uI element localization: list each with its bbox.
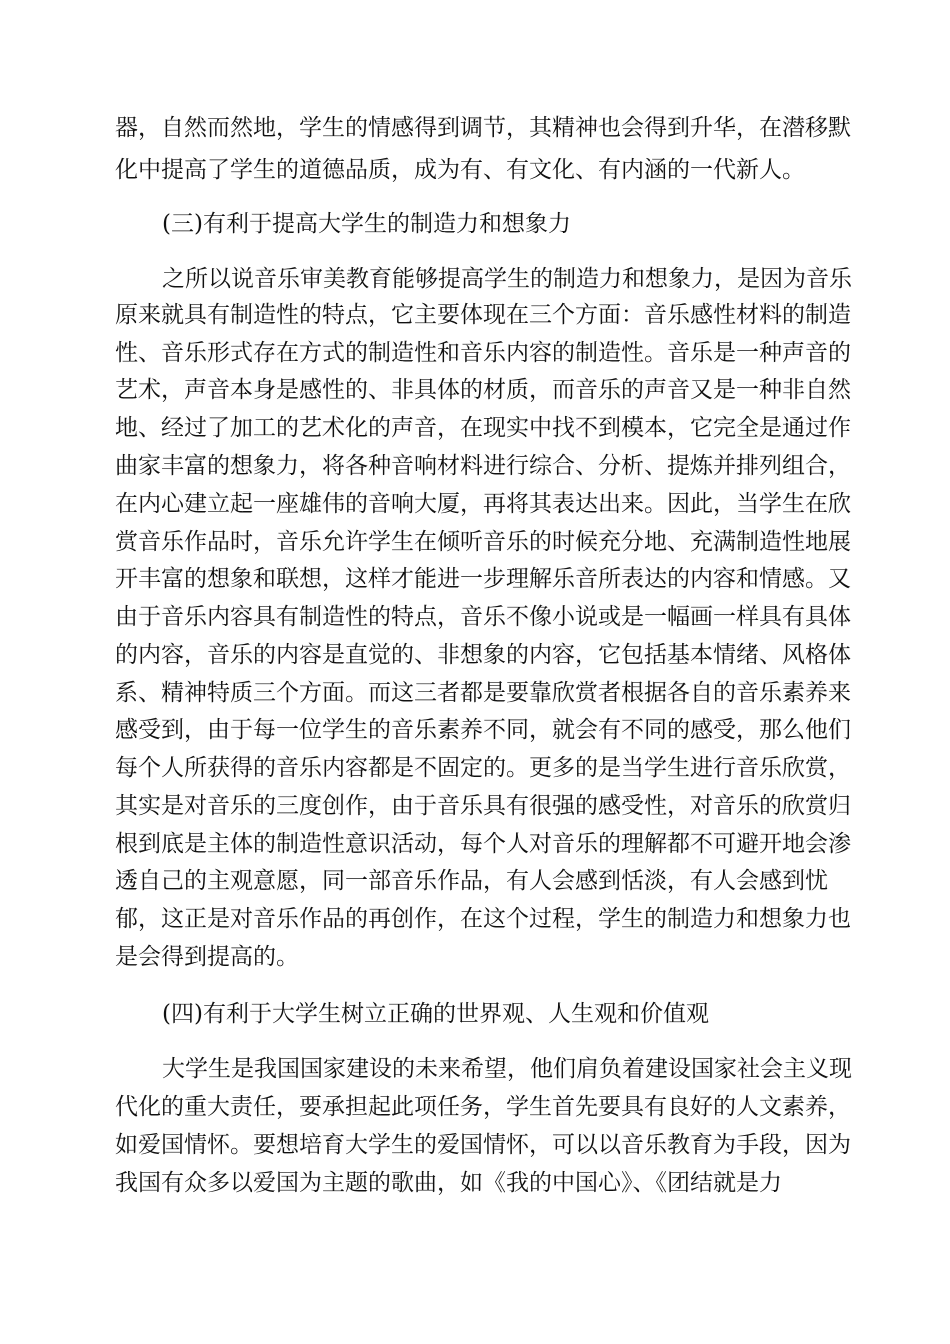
paragraph-line: 由于音乐内容具有制造性的特点，音乐不像小说或是一幅画一样具有具体	[115, 604, 851, 630]
section-heading: (三)有利于提高大学生的制造力和想象力	[162, 211, 571, 237]
paragraph-line: 郁，这正是对音乐作品的再创作，在这个过程，学生的制造力和想象力也	[115, 906, 851, 932]
paragraph-line: 地、经过了加工的艺术化的声音，在现实中找不到模本，它完全是通过作	[115, 415, 851, 441]
paragraph-line: 透自己的主观意愿，同一部音乐作品，有人会感到恬淡，有人会感到忧	[115, 868, 828, 894]
paragraph-line: 器，自然而然地，学生的情感得到调节，其精神也会得到升华，在潜移默	[115, 115, 851, 141]
paragraph-line: 性、音乐形式存在方式的制造性和音乐内容的制造性。音乐是一种声音的	[115, 340, 851, 366]
paragraph-line: 大学生是我国国家建设的未来希望，他们肩负着建设国家社会主义现	[162, 1056, 852, 1082]
paragraph-line: 系、精神特质三个方面。而这三者都是要靠欣赏者根据各自的音乐素养来	[115, 680, 851, 706]
paragraph-line: 在内心建立起一座雄伟的音响大厦，再将其表达出来。因此，当学生在欣	[115, 491, 851, 517]
paragraph-line: 化中提高了学生的道德品质，成为有、有文化、有内涵的一代新人。	[115, 157, 805, 183]
paragraph-line: 代化的重大责任，要承担起此项任务，学生首先要具有良好的人文素养，	[115, 1094, 851, 1120]
paragraph-line: 我国有众多以爱国为主题的歌曲，如《我的中国心》、《团结就是力	[115, 1170, 782, 1196]
paragraph-line: 是会得到提高的。	[115, 944, 299, 970]
section-heading: (四)有利于大学生树立正确的世界观、人生观和价值观	[162, 1001, 709, 1027]
paragraph-line: 根到底是主体的制造性意识活动，每个人对音乐的理解都不可避开地会渗	[115, 831, 851, 857]
paragraph-line: 曲家丰富的想象力，将各种音响材料进行综合、分析、提炼并排列组合，	[115, 453, 851, 479]
paragraph-line: 感受到，由于每一位学生的音乐素养不同，就会有不同的感受，那么他们	[115, 717, 851, 743]
paragraph-line: 艺术，声音本身是感性的、非具体的材质，而音乐的声音又是一种非自然	[115, 377, 851, 403]
paragraph-line: 如爱国情怀。要想培育大学生的爱国情怀，可以以音乐教育为手段，因为	[115, 1132, 851, 1158]
paragraph-line: 每个人所获得的音乐内容都是不固定的。更多的是当学生进行音乐欣赏，	[115, 755, 851, 781]
paragraph-line: 原来就具有制造性的特点，它主要体现在三个方面：音乐感性材料的制造	[115, 302, 851, 328]
paragraph-line: 赏音乐作品时，音乐允许学生在倾听音乐的时候充分地、充满制造性地展	[115, 529, 851, 555]
paragraph-line: 开丰富的想象和联想，这样才能进一步理解乐音所表达的内容和情感。又	[115, 566, 851, 592]
paragraph-line: 的内容，音乐的内容是直觉的、非想象的内容，它包括基本情绪、风格体	[115, 642, 851, 668]
paragraph-line: 之所以说音乐审美教育能够提高学生的制造力和想象力，是因为音乐	[162, 266, 852, 292]
paragraph-line: 其实是对音乐的三度创作，由于音乐具有很强的感受性，对音乐的欣赏归	[115, 793, 851, 819]
